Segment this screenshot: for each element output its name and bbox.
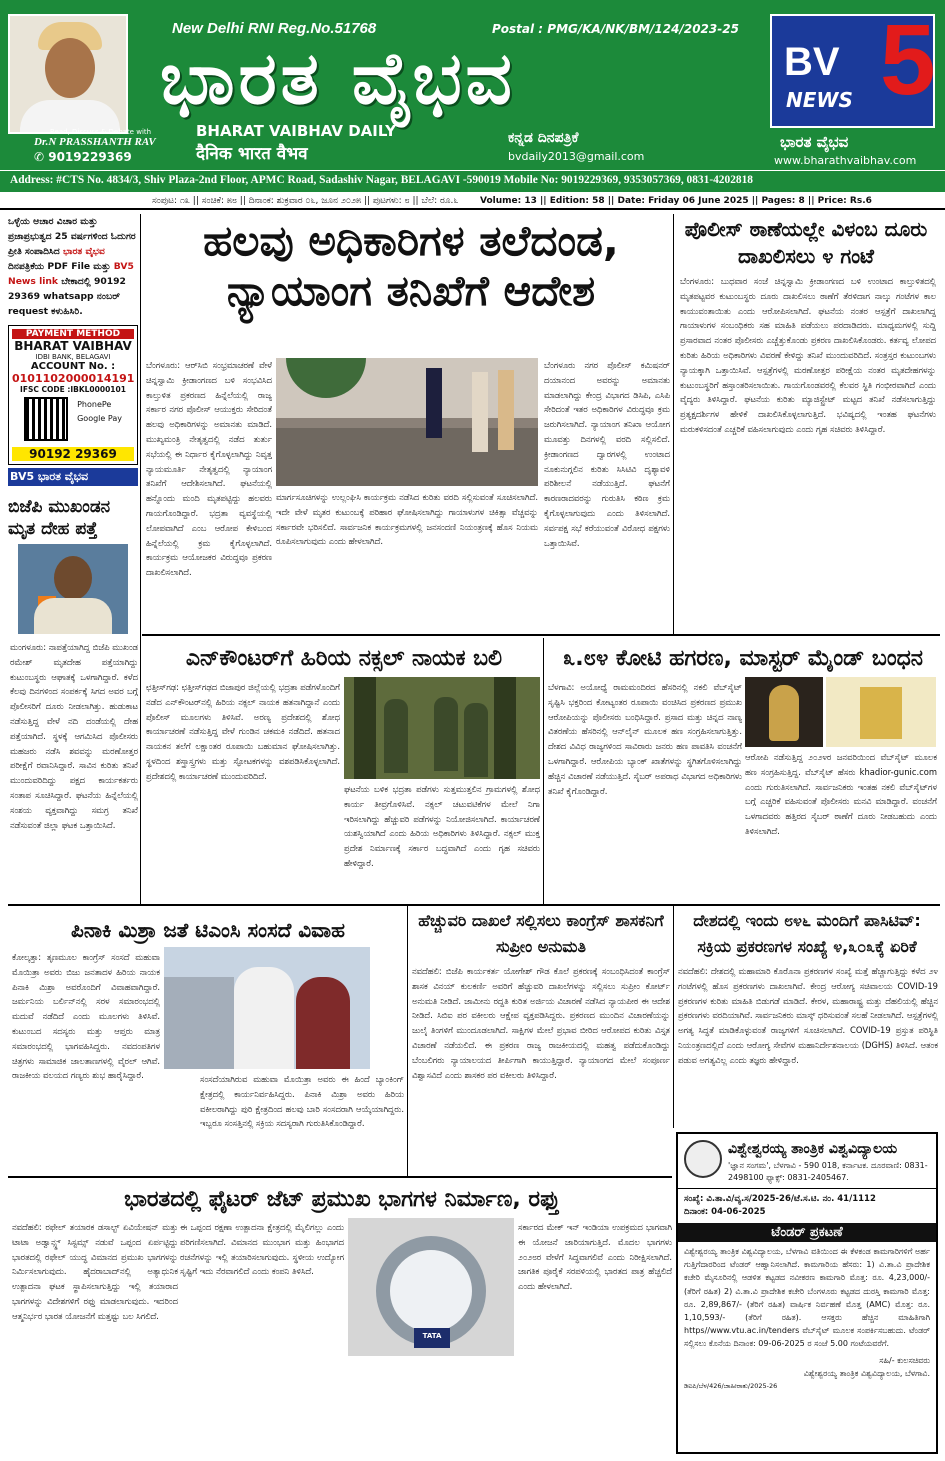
congress-headline: ಹೆಚ್ಚುವರಿ ದಾಖಲೆ ಸಲ್ಲಿಸಲು ಕಾಂಗ್ರೆಸ್ ಶಾಸಕನಿಗೆ ಸುಪ್ರೀಂ ಅನುಮತಿ xyxy=(418,911,664,956)
payment-header: PAYMENT METHOD xyxy=(12,329,134,339)
column-divider xyxy=(673,906,674,1128)
website-link[interactable]: www.bharathvaibhav.com xyxy=(774,154,917,167)
tender-code: ಡಿಐಪಿ/ಬೆಳ/426/ಜಾಹೀರಾತು/2025-26 xyxy=(684,1381,778,1390)
wedding-col2: ಸಂಸದೆಯಾಗಿರುವ ಮಹುವಾ ಮೊಯಿತ್ರಾ ಅವರು ಈ ಹಿಂದೆ ಬ್ಯಾಂಕಿಂಗ್ ಕ್ಷೇತ್ರದಲ್ಲಿ ಕಾರ್ಯನಿರ್ವಹಿಸಿದ್ದರು. ಪಿನಾಕಿ ಮಿಶ್ರಾ ಅವರು ಹಿರಿಯ ವಕೀಲರಾಗಿದ್ದು ಪುರಿ ಕ್ಷೇತ್ರದಿಂದ ಹಲವು ಬಾರಿ ಸಂಸದರಾಗಿ ಆಯ್ಕೆಯಾಗಿದ್ದರು. ಇಬ್ಬರೂ ಸಂಸತ್ತಿನಲ್ಲಿ ಸಕ್ರಿಯ ಸದಸ್ಯರಾಗಿ ಗುರುತಿಸಿಕೊಂಡಿದ್ದಾರೆ. xyxy=(200,1074,404,1129)
police-body: ಬೆಂಗಳೂರು: ಬುಧವಾರ ಸಂಜೆ ಚಿನ್ನಸ್ವಾಮಿ ಕ್ರೀಡಾಂಗಣದ ಬಳಿ ಉಂಟಾದ ಕಾಲ್ತುಳಿತದಲ್ಲಿ ಮೃತಪಟ್ಟವರ ಕುಟುಂಬಸ್ಥರು ದೂರು ದಾಖಲಿಸಲು ಠಾಣೆಗೆ ತೆರಳಿದಾಗ ನಾಲ್ಕು ಗಂಟೆಗಳ ಕಾಲ ಕಾಯುವಂತಾಯಿತು ಎಂದು ಆರೋಪಿಸಲಾಗಿದೆ. ಘಟನೆಯ ನಂತರ ಆಸ್ಪತ್ರೆಗೆ ದಾಖಲಾಗಿದ್ದ ಗಾಯಾಳುಗಳ ಸಂಬಂಧಿಕರು ಸಹ ಮಾಹಿತಿ ಪಡೆಯಲು ಪರದಾಡಿದರು. ಮಾಧ್ಯಮಗಳಲ್ಲಿ ಸುದ್ದಿ ಪ್ರಸಾರವಾದ ನಂತರ ಪೊಲೀಸರು ಎಚ್ಚೆತ್ತುಕೊಂಡು ಪ್ರಕರಣ ದಾಖಲಿಸಿಕೊಂಡರು. ಕರ್ತವ್ಯ ಲೋಪದ ಕುರಿತು ಹಿರಿಯ ಅಧಿಕಾರಿಗಳು ವಿವರಣೆ ಕೇಳಿದ್ದು ತನಿಖೆ ಮುಂದುವರಿದಿದೆ. ಸಂತ್ರಸ್ತರ ಕುಟುಂಬಗಳು ನ್ಯಾಯಕ್ಕಾಗಿ ಒತ್ತಾಯಿಸಿವೆ. ಆಸ್ಪತ್ರೆಗಳಲ್ಲಿ ಮರಣೋತ್ತರ ಪರೀಕ್ಷೆಯ ನಂತರ ಮೃತದೇಹಗಳನ್ನು ಕುಟುಂಬಸ್ಥರಿಗೆ ಹಸ್ತಾಂತರಿಸಲಾಯಿತು. ಗಾಯಗೊಂಡವರಲ್ಲಿ ಕೆಲವರ ಸ್ಥಿತಿ ಗಂಭೀರವಾಗಿದೆ ಎಂದು ವೈದ್ಯರು ತಿಳಿಸಿದ್ದಾರೆ. ಘಟನೆಯ ಕುರಿತು ಮ್ಯಾಜಿಸ್ಟ್ರೇಟ್ ಮಟ್ಟದ ತನಿಖೆ ನಡೆಸಲಾಗುತ್ತಿದ್ದು ಪ್ರತ್ಯಕ್ಷದರ್ಶಿಗಳ ಹೇಳಿಕೆ ದಾಖಲಿಸಿಕೊಳ್ಳಲಾಗುತ್ತಿದೆ. ಭವಿಷ್ಯದಲ್ಲಿ ಇಂತಹ ಘಟನೆಗಳು ಮರುಕಳಿಸದಂತೆ ಎಚ್ಚರಿಕೆ ವಹಿಸಲಾಗುವುದು ಎಂದು ಗೃಹ ಸಚಿವರು ತಿಳಿಸಿದ್ದಾರೆ. xyxy=(680,276,936,434)
subtitle-hindi: दैनिक भारत वैभव xyxy=(196,144,308,164)
editor-name: Dr.N PRASSHANTH RAV xyxy=(34,136,156,148)
payee-name: BHARAT VAIBHAV xyxy=(14,339,132,353)
police-headline: ಪೊಲೀಸ್ ಠಾಣೆಯಲ್ಲೇ ವಿಳಂಬ ದೂರು ದಾಖಲಿಸಲು ೪ ಗಂಟೆ xyxy=(684,217,928,268)
postal-number: Postal : PMG/KA/NK/BM/124/2023-25 xyxy=(492,22,739,36)
ram-idol-photo xyxy=(745,677,823,747)
tata-logo: TATA xyxy=(414,1328,450,1348)
masthead xyxy=(0,0,945,170)
phonepe-icon: PhonePe xyxy=(77,400,112,409)
payment-phone: 90192 29369 xyxy=(12,447,134,461)
gold-coin-photo xyxy=(826,677,936,747)
bv5-news-logo: BV 5 NEWS xyxy=(770,14,935,128)
section-divider xyxy=(8,904,940,906)
editor-tagline: Read, Discuss & Debate with xyxy=(50,128,152,136)
jet-factory-photo xyxy=(348,1218,514,1356)
tender-title: ಟೆಂಡರ್ ಪ್ರಕಟಣೆ xyxy=(678,1223,936,1242)
phone-icon: ✆ xyxy=(34,150,49,164)
newspaper-title: ಭಾರತ ವೈಭವ xyxy=(160,36,516,120)
dateline-english: Volume: 13 || Edition: 58 || Date: Friday 06 June 2025 || Pages: 8 || Price: Rs.6 xyxy=(480,196,872,206)
covid-body: ನವದೆಹಲಿ: ದೇಶದಲ್ಲಿ ಮಹಾಮಾರಿ ಕೊರೊನಾ ಪ್ರಕರಣಗಳ ಸಂಖ್ಯೆ ಮತ್ತೆ ಹೆಚ್ಚಾಗುತ್ತಿದ್ದು ಕಳೆದ ೨೪ ಗಂಟೆಗಳಲ್ಲಿ ಹೊಸ ಪ್ರಕರಣಗಳು ದಾಖಲಾಗಿವೆ. ಕೇಂದ್ರ ಆರೋಗ್ಯ ಸಚಿವಾಲಯ COVID-19 ಪ್ರಕರಣಗಳ ಕುರಿತು ಮಾಹಿತಿ ಬಿಡುಗಡೆ ಮಾಡಿದೆ. ಕೇರಳ, ಮಹಾರಾಷ್ಟ್ರ ಮತ್ತು ದೆಹಲಿಯಲ್ಲಿ ಹೆಚ್ಚಿನ ಪ್ರಕರಣಗಳು ವರದಿಯಾಗಿವೆ. ಸಾರ್ವಜನಿಕರು ಮಾಸ್ಕ್ ಧರಿಸುವಂತೆ ಸಲಹೆ ನೀಡಲಾಗಿದೆ. ಆಸ್ಪತ್ರೆಗಳಲ್ಲಿ ಅಗತ್ಯ ಸಿದ್ಧತೆ ಮಾಡಿಕೊಳ್ಳುವಂತೆ ರಾಜ್ಯಗಳಿಗೆ ಸೂಚಿಸಲಾಗಿದೆ. COVID-19 ಪ್ರಸ್ತುತ ಪರಿಸ್ಥಿತಿ ನಿಯಂತ್ರಣದಲ್ಲಿದೆ ಎಂದು ಆರೋಗ್ಯ ಸೇವೆಗಳ ಮಹಾನಿರ್ದೇಶನಾಲಯ (DGHS) ತಿಳಿಸಿದೆ. ಆತಂಕ ಪಡುವ ಅಗತ್ಯವಿಲ್ಲ ಎಂದು ತಜ್ಞರು ಹೇಳಿದ್ದಾರೆ. xyxy=(678,966,938,1065)
tender-notice xyxy=(676,1132,938,1454)
channel-subtitle: ಭಾರತ ವೈಭವ xyxy=(780,133,849,151)
qr-code-icon[interactable] xyxy=(24,397,68,441)
encounter-photo xyxy=(344,677,540,779)
naxal-headline: ಎನ್‌ಕೌಂಟರ್‌ಗೆ ಹಿರಿಯ ನಕ್ಸಲ್ ನಾಯಕ ಬಲಿ xyxy=(185,646,503,671)
column-divider xyxy=(407,906,408,1176)
dateline-kannada: ಸಂಪುಟ: ೧೩ || ಸಂಚಿಕೆ: ೫೮ || ದಿನಾಂಕ: ಶುಕ್ರವಾರ ೦೬, ಜೂನ ೨೦೨೫ || ಪುಟಗಳು: ೮ || ಬೆಲೆ: ರೂ.೬ xyxy=(152,196,459,206)
brand-strip: BV5 ಭಾರತ ವೈಭವ xyxy=(8,468,138,486)
naxal-col1: ಛತ್ತೀಸ್‌ಗಢ: ಛತ್ತೀಸ್‌ಗಢದ ಬಿಜಾಪುರ ಜಿಲ್ಲೆಯಲ್ಲಿ ಭದ್ರತಾ ಪಡೆಗಳೊಂದಿಗೆ ನಡೆದ ಎನ್‌ಕೌಂಟರ್‌ನಲ್ಲಿ ಹಿರಿಯ ನಕ್ಸಲ್ ನಾಯಕ ಹತನಾಗಿದ್ದಾನೆ ಎಂದು ಪೊಲೀಸ್ ಮೂಲಗಳು ತಿಳಿಸಿವೆ. ಅರಣ್ಯ ಪ್ರದೇಶದಲ್ಲಿ ಶೋಧ ಕಾರ್ಯಾಚರಣೆ ನಡೆಸುತ್ತಿದ್ದ ವೇಳೆ ಗುಂಡಿನ ಚಕಮಕಿ ನಡೆದಿದೆ. ಹತನಾದ ನಾಯಕನ ತಲೆಗೆ ಲಕ್ಷಾಂತರ ರೂಪಾಯಿ ಬಹುಮಾನ ಘೋಷಿಸಲಾಗಿತ್ತು. ಸ್ಥಳದಿಂದ ಶಸ್ತ್ರಾಸ್ತ್ರಗಳು ಮತ್ತು ಸ್ಫೋಟಕಗಳನ್ನು ವಶಪಡಿಸಿಕೊಳ್ಳಲಾಗಿದೆ. ಪ್ರದೇಶದಲ್ಲಿ ಕಾರ್ಯಾಚರಣೆ ಮುಂದುವರಿದಿದೆ. xyxy=(146,682,340,781)
account-label: ACCOUNT No. : xyxy=(30,361,116,372)
congress-body: ನವದೆಹಲಿ: ಬಿಜೆಪಿ ಕಾರ್ಯಕರ್ತ ಯೋಗೇಶ್ ಗೌಡ ಕೊಲೆ ಪ್ರಕರಣಕ್ಕೆ ಸಂಬಂಧಿಸಿದಂತೆ ಕಾಂಗ್ರೆಸ್ ಶಾಸಕ ವಿನಯ್ ಕುಲಕರ್ಣಿ ಅವರಿಗೆ ಹೆಚ್ಚುವರಿ ದಾಖಲೆಗಳನ್ನು ಸಲ್ಲಿಸಲು ಸುಪ್ರೀಂ ಕೋರ್ಟ್ ಅನುಮತಿ ನೀಡಿದೆ. ಜಾಮೀನು ರದ್ದತಿ ಕುರಿತ ಅರ್ಜಿಯ ವಿಚಾರಣೆ ನಡೆಸಿದ ನ್ಯಾಯಪೀಠ ಈ ಆದೇಶ ನೀಡಿದೆ. ಸಿಬಿಐ ಪರ ವಕೀಲರು ಆಕ್ಷೇಪ ವ್ಯಕ್ತಪಡಿಸಿದ್ದರು. ಪ್ರಕರಣದ ಮುಂದಿನ ವಿಚಾರಣೆಯನ್ನು ಜುಲೈ ತಿಂಗಳಿಗೆ ಮುಂದೂಡಲಾಗಿದೆ. ಸಾಕ್ಷಿಗಳ ಮೇಲೆ ಪ್ರಭಾವ ಬೀರಿದ ಆರೋಪದ ಕುರಿತು ವಿಸ್ತೃತ ವಿಚಾರಣೆ ನಡೆಯಲಿದೆ. ಈ ಪ್ರಕರಣ ರಾಜ್ಯ ರಾಜಕೀಯದಲ್ಲಿ ಮಹತ್ವ ಪಡೆದುಕೊಂಡಿದ್ದು ಬೆಂಬಲಿಗರು ನ್ಯಾಯಾಲಯದ ತೀರ್ಪಿಗಾಗಿ ಕಾಯುತ್ತಿದ್ದಾರೆ. ನ್ಯಾಯಾಂಗದ ಮೇಲೆ ಸಂಪೂರ್ಣ ವಿಶ್ವಾಸವಿದೆ ಎಂದು ಶಾಸಕರ ಪರ ವಕೀಲರು ತಿಳಿಸಿದ್ದಾರೆ. xyxy=(412,966,670,1080)
lead-col2: ಮಾರ್ಗಸೂಚಿಗಳನ್ನು ಉಲ್ಲಂಘಿಸಿ ಕಾರ್ಯಕ್ರಮ ನಡೆಸಿದ ಕುರಿತು ವರದಿ ಸಲ್ಲಿಸುವಂತೆ ಸೂಚಿಸಲಾಗಿದೆ. ಇದೇ ವೇಳೆ ಮೃತರ ಕುಟುಂಬಕ್ಕೆ ಪರಿಹಾರ ಘೋಷಿಸಲಾಗಿದ್ದು ಗಾಯಾಳುಗಳ ಚಿಕಿತ್ಸಾ ವೆಚ್ಚವನ್ನು ಸರ್ಕಾರವೇ ಭರಿಸಲಿದೆ. ಸಾರ್ವಜನಿಕ ಕಾರ್ಯಕ್ರಮಗಳಲ್ಲಿ ಜನಸಂದಣಿ ನಿಯಂತ್ರಣಕ್ಕೆ ಹೊಸ ನಿಯಮ ರೂಪಿಸಲಾಗುವುದು ಎಂದು ಹೇಳಲಾಗಿದೆ. xyxy=(276,492,538,547)
column-divider xyxy=(673,214,674,634)
wedding-headline: ಪಿನಾಕಿ ಮಿಶ್ರಾ ಜತೆ ಟಿಎಂಸಿ ಸಂಸದೆ ವಿವಾಹ xyxy=(71,918,345,942)
stampede-photo xyxy=(276,358,538,486)
account-number: 0101102000014191 xyxy=(12,372,135,385)
covid-headline: ದೇಶದಲ್ಲಿ ಇಂದು ೮೪೬ ಮಂದಿಗೆ ಪಾಸಿಟಿವ್: ಸಕ್ರಿಯ ಪ್ರಕರಣಗಳ ಸಂಖ್ಯೆ ೪,೩೦೩ಕ್ಕೆ ಏರಿಕೆ xyxy=(693,911,921,956)
wedding-col1: ಕೋಲ್ಕತ್ತಾ: ತೃಣಮೂಲ ಕಾಂಗ್ರೆಸ್ ಸಂಸದೆ ಮಹುವಾ ಮೊಯಿತ್ರಾ ಅವರು ಬಿಜು ಜನತಾದಳ ಹಿರಿಯ ನಾಯಕ ಪಿನಾಕಿ ಮಿಶ್ರಾ ಅವರೊಂದಿಗೆ ವಿವಾಹವಾಗಿದ್ದಾರೆ. ಜರ್ಮನಿಯ ಬರ್ಲಿನ್‌ನಲ್ಲಿ ಸರಳ ಸಮಾರಂಭದಲ್ಲಿ ಮದುವೆ ನಡೆದಿದೆ ಎಂದು ಮೂಲಗಳು ತಿಳಿಸಿವೆ. ಕುಟುಂಬದ ಸದಸ್ಯರು ಮತ್ತು ಆಪ್ತರು ಮಾತ್ರ ಸಮಾರಂಭದಲ್ಲಿ ಭಾಗವಹಿಸಿದ್ದರು. ನವದಂಪತಿಗಳ ಚಿತ್ರಗಳು ಸಾಮಾಜಿಕ ಜಾಲತಾಣಗಳಲ್ಲಿ ವೈರಲ್ ಆಗಿವೆ. ರಾಜಕೀಯ ವಲಯದ ಗಣ್ಯರು ಶುಭ ಹಾರೈಸಿದ್ದಾರೆ. xyxy=(12,952,160,1081)
university-address: 'ಜ್ಞಾನ ಸಂಗಮ', ಬೆಳಗಾವಿ - 590 018, ಕರ್ನಾಟಕ. ದೂರವಾಣಿ: 0831-2498100 ಫ್ಯಾಕ್ಸ್: 0831-2405467. xyxy=(728,1161,928,1182)
kannada-daily-label: ಕನ್ನಡ ದಿನಪತ್ರಿಕೆ xyxy=(508,130,579,146)
scam-col1: ಬೆಳಗಾವಿ: ಅಯೋಧ್ಯೆ ರಾಮಮಂದಿರದ ಹೆಸರಿನಲ್ಲಿ ನಕಲಿ ವೆಬ್‌ಸೈಟ್ ಸೃಷ್ಟಿಸಿ ಭಕ್ತರಿಂದ ಕೋಟ್ಯಂತರ ರೂಪಾಯಿ ವಂಚಿಸಿದ ಪ್ರಕರಣದ ಪ್ರಮುಖ ಆರೋಪಿಯನ್ನು ಪೊಲೀಸರು ಬಂಧಿಸಿದ್ದಾರೆ. ಪ್ರಸಾದ ಮತ್ತು ಚಿನ್ನದ ನಾಣ್ಯ ವಿತರಣೆಯ ಹೆಸರಿನಲ್ಲಿ ಆನ್‌ಲೈನ್ ಮೂಲಕ ಹಣ ಸಂಗ್ರಹಿಸಲಾಗುತ್ತಿತ್ತು. ದೇಶದ ವಿವಿಧ ರಾಜ್ಯಗಳಿಂದ ಸಾವಿರಾರು ಜನರು ಹಣ ಪಾವತಿಸಿ ವಂಚನೆಗೆ ಒಳಗಾಗಿದ್ದಾರೆ. ಆರೋಪಿಯ ಬ್ಯಾಂಕ್ ಖಾತೆಗಳನ್ನು ಸ್ಥಗಿತಗೊಳಿಸಲಾಗಿದ್ದು ಹೆಚ್ಚಿನ ವಿಚಾರಣೆ ನಡೆಯುತ್ತಿದೆ. ಸೈಬರ್ ಅಪರಾಧ ವಿಭಾಗದ ಅಧಿಕಾರಿಗಳು ತನಿಖೆ ಕೈಗೊಂಡಿದ್ದಾರೆ. xyxy=(548,682,742,796)
tender-signature: ಸಹಿ/- ಕುಲಸಚಿವರು ವಿಶ್ವೇಶ್ವರಯ್ಯ ತಾಂತ್ರಿಕ ವಿಶ್ವವಿದ್ಯಾಲಯ, ಬೆಳಗಾವಿ. xyxy=(803,1355,930,1378)
googlepay-icon: Google Pay xyxy=(77,414,122,423)
editor-phone: ✆ 9019229369 xyxy=(34,150,132,164)
wedding-photo xyxy=(164,947,370,1069)
ifsc-code: IFSC CODE :IBKL0000101 xyxy=(20,385,126,394)
bank-name: IDBI BANK, BELAGAVI xyxy=(35,353,111,361)
tender-body: ವಿಶ್ವೇಶ್ವರಯ್ಯ ತಾಂತ್ರಿಕ ವಿಶ್ವವಿದ್ಯಾಲಯ, ಬೆಳಗಾವಿ ವತಿಯಿಂದ ಈ ಕೆಳಕಂಡ ಕಾಮಗಾರಿಗಳಿಗೆ ಅರ್ಹ ಗುತ್ತಿಗೆದಾರರಿಂದ ಟೆಂಡರ್ ಆಹ್ವಾನಿಸಲಾಗಿದೆ. ಕಾಮಗಾರಿಯ ಹೆಸರು: 1) ವಿ.ತಾ.ವಿ ಪ್ರಾದೇಶಿಕ ಕಚೇರಿ ಮೈಸೂರಿನಲ್ಲಿ ಆಡಳಿತ ಕಟ್ಟಡದ ನವೀಕರಣ ಕಾಮಗಾರಿ ಮೊತ್ತ: ರೂ. 4,23,000/- (ತೆರಿಗೆ ರಹಿತ) 2) ವಿ.ತಾ.ವಿ ಪ್ರಾದೇಶಿಕ ಕಚೇರಿ ಬೆಂಗಳೂರು ಕಟ್ಟಡದ ದುರಸ್ತಿ ಕಾಮಗಾರಿ ಮೊತ್ತ: ರೂ. 2,89,867/- (ತೆರಿಗೆ ರಹಿತ) ವಾರ್ಷಿಕ ನಿರ್ವಹಣೆ ಮೊತ್ತ (AMC) ಮೊತ್ತ: ರೂ. 1,10,593/- (ತೆರಿಗೆ ರಹಿತ). ಆಸಕ್ತರು ಹೆಚ್ಚಿನ ಮಾಹಿತಿಗಾಗಿ https//www.vtu.ac.in/tenders ವೆಬ್‌ಸೈಟ್ ಮೂಲಕ ಸಂಪರ್ಕಿಸಬಹುದು. ಟೆಂಡರ್ ಸಲ್ಲಿಸಲು ಕೊನೆಯ ದಿನಾಂಕ: 09-06-2025 ರ ಸಂಜೆ 5.00 ಗಂಟೆಯವರೆಗೆ. xyxy=(684,1247,930,1349)
tender-ref: ಸಂಖ್ಯೆ: ವಿ.ತಾ.ವಿ/ವ್ಯ.ಸ/2025-26/ಟೆ.ಸ.ಟಿ. ನಂ. 41/1112 ದಿನಾಂಕ: 04-06-2025 xyxy=(678,1188,936,1223)
lead-headline: ಹಲವು ಅಧಿಕಾರಿಗಳ ತಲೆದಂಡ, ನ್ಯಾಯಾಂಗ ತನಿಖೆಗೆ ಆದೇಶ xyxy=(203,216,619,315)
scam-headline: ೩.೮೪ ಕೋಟಿ ಹಗರಣ, ಮಾಸ್ಟರ್ ಮೈಂಡ್ ಬಂಧನ xyxy=(562,646,924,671)
dateline xyxy=(0,194,945,210)
section-divider xyxy=(142,634,940,636)
column-divider xyxy=(140,214,141,904)
scam-col2: ಆರೋಪಿ ನಡೆಸುತ್ತಿದ್ದ ೨೦೨೪ರ ಜನವರಿಯಿಂದ ವೆಬ್‌ಸೈಟ್ ಮೂಲಕ ಹಣ ಸಂಗ್ರಹಿಸುತ್ತಿದ್ದ. ವೆಬ್‌ಸೈಟ್ ಹೆಸರು khadior-gunic.com ಎಂದು ಗುರುತಿಸಲಾಗಿದೆ. ಸಾರ್ವಜನಿಕರು ಇಂತಹ ನಕಲಿ ವೆಬ್‌ಸೈಟ್‌ಗಳ ಬಗ್ಗೆ ಎಚ್ಚರಿಕೆ ವಹಿಸುವಂತೆ ಪೊಲೀಸರು ಮನವಿ ಮಾಡಿದ್ದಾರೆ. ವಂಚನೆಗೆ ಒಳಗಾದವರು ಹತ್ತಿರದ ಸೈಬರ್ ಠಾಣೆಗೆ ದೂರು ನೀಡಬಹುದು ಎಂದು ತಿಳಿಸಲಾಗಿದೆ. xyxy=(745,752,937,836)
address-bar: Address: #CTS No. 4834/3, Shiv Plaza-2nd Floor, APMC Road, Sadashiv Nagar, BELAGAVI -590019 Mobile No: 9019229369, 9353057369, 0831-4202818 xyxy=(0,170,945,192)
university-seal-icon xyxy=(684,1140,722,1178)
jet-headline: ಭಾರತದಲ್ಲಿ ಫೈಟರ್ ಜೆಟ್ ಪ್ರಮುಖ ಭಾಗಗಳ ನಿರ್ಮಾಣ, ರಫ್ತು xyxy=(124,1187,560,1212)
lead-col1: ಬೆಂಗಳೂರು: ಆರ್‌ಸಿಬಿ ಸಂಭ್ರಮಾಚರಣೆ ವೇಳೆ ಚಿನ್ನಸ್ವಾಮಿ ಕ್ರೀಡಾಂಗಣದ ಬಳಿ ಸಂಭವಿಸಿದ ಕಾಲ್ತುಳಿತ ಪ್ರಕರಣದ ಹಿನ್ನೆಲೆಯಲ್ಲಿ ರಾಜ್ಯ ಸರ್ಕಾರ ನಗರ ಪೊಲೀಸ್ ಆಯುಕ್ತರು ಸೇರಿದಂತೆ ಹಲವು ಅಧಿಕಾರಿಗಳನ್ನು ಅಮಾನತು ಮಾಡಿದೆ. ಮುಖ್ಯಮಂತ್ರಿ ನೇತೃತ್ವದಲ್ಲಿ ನಡೆದ ತುರ್ತು ಸಭೆಯಲ್ಲಿ ಈ ನಿರ್ಧಾರ ಕೈಗೊಳ್ಳಲಾಗಿದ್ದು ನಿವೃತ್ತ ನ್ಯಾಯಮೂರ್ತಿ ನೇತೃತ್ವದಲ್ಲಿ ನ್ಯಾಯಾಂಗ ತನಿಖೆಗೆ ಆದೇಶಿಸಲಾಗಿದೆ. ಘಟನೆಯಲ್ಲಿ ಹನ್ನೊಂದು ಮಂದಿ ಮೃತಪಟ್ಟಿದ್ದು ಹಲವರು ಗಾಯಗೊಂಡಿದ್ದಾರೆ. ಭದ್ರತಾ ವ್ಯವಸ್ಥೆಯಲ್ಲಿ ಲೋಪವಾಗಿದೆ ಎಂಬ ಆರೋಪ ಕೇಳಿಬಂದ ಹಿನ್ನೆಲೆಯಲ್ಲಿ ಕ್ರಮ ಕೈಗೊಳ್ಳಲಾಗಿದೆ. ಕಾರ್ಯಕ್ರಮ ಆಯೋಜಕರ ವಿರುದ್ಧವೂ ಪ್ರಕರಣ ದಾಖಲಿಸಲಾಗಿದೆ. xyxy=(146,360,272,578)
email-link[interactable]: bvdaily2013@gmail.com xyxy=(508,150,645,163)
bjp-headline: ಬಿಜೆಪಿ ಮುಖಂಡನ ಮೃತ ದೇಹ ಪತ್ತೆ xyxy=(8,497,111,539)
column-divider xyxy=(543,638,544,904)
jet-col2: ಈ ಒಪ್ಪಂದ ರಕ್ಷಣಾ ಉತ್ಪಾದನಾ ಕ್ಷೇತ್ರದಲ್ಲಿ ಮೈಲಿಗಲ್ಲು ಎಂದು ಪರಿಗಣಿಸಲಾಗಿದೆ. ವಿಮಾನದ ಮುಂಭಾಗ ಮತ್ತು ಹಿಂಭಾಗದ ರಚನೆಗಳನ್ನು ಇಲ್ಲಿ ತಯಾರಿಸಲಾಗುವುದು. ಸ್ಥಳೀಯ ಉದ್ಯೋಗ ಸೃಷ್ಟಿಗೆ ಇದು ನೆರವಾಗಲಿದೆ ಎಂದು ಕಂಪನಿ ತಿಳಿಸಿದೆ. xyxy=(180,1222,344,1277)
bjp-body: ಮಂಗಳೂರು: ನಾಪತ್ತೆಯಾಗಿದ್ದ ಬಿಜೆಪಿ ಮುಖಂಡ ರಮೇಶ್ ಮೃತದೇಹ ಪತ್ತೆಯಾಗಿದ್ದು ಕುಟುಂಬಸ್ಥರು ಆಘಾತಕ್ಕೆ ಒಳಗಾಗಿದ್ದಾರೆ. ಕಳೆದ ಕೆಲವು ದಿನಗಳಿಂದ ಸಂಪರ್ಕಕ್ಕೆ ಸಿಗದ ಅವರ ಬಗ್ಗೆ ಪೊಲೀಸರಿಗೆ ದೂರು ನೀಡಲಾಗಿತ್ತು. ಹುಡುಕಾಟ ನಡೆಸುತ್ತಿದ್ದ ವೇಳೆ ನದಿ ದಂಡೆಯಲ್ಲಿ ದೇಹ ಪತ್ತೆಯಾಗಿದೆ. ಸ್ಥಳಕ್ಕೆ ಆಗಮಿಸಿದ ಪೊಲೀಸರು ಮಹಜರು ನಡೆಸಿ ಶವವನ್ನು ಮರಣೋತ್ತರ ಪರೀಕ್ಷೆಗೆ ರವಾನಿಸಿದ್ದಾರೆ. ಸಾವಿನ ಕುರಿತು ತನಿಖೆ ಮುಂದುವರಿದಿದ್ದು ಪಕ್ಷದ ಕಾರ್ಯಕರ್ತರು ಸಂತಾಪ ಸೂಚಿಸಿದ್ದಾರೆ. ಘಟನೆಯ ಹಿನ್ನೆಲೆಯಲ್ಲಿ ಸಂಶಯ ವ್ಯಕ್ತವಾಗಿದ್ದು ಸಮಗ್ರ ತನಿಖೆ ನಡೆಸುವಂತೆ ಜಿಲ್ಲಾ ಘಟಕ ಒತ್ತಾಯಿಸಿದೆ. xyxy=(10,642,138,830)
bjp-leader-photo xyxy=(18,544,128,634)
naxal-col2: ಘಟನೆಯ ಬಳಿಕ ಭದ್ರತಾ ಪಡೆಗಳು ಸುತ್ತಮುತ್ತಲಿನ ಗ್ರಾಮಗಳಲ್ಲಿ ಶೋಧ ಕಾರ್ಯ ತೀವ್ರಗೊಳಿಸಿವೆ. ನಕ್ಸಲ್ ಚಟುವಟಿಕೆಗಳ ಮೇಲೆ ನಿಗಾ ಇರಿಸಲಾಗಿದ್ದು ಹೆಚ್ಚುವರಿ ಪಡೆಗಳನ್ನು ನಿಯೋಜಿಸಲಾಗಿದೆ. ಕಾರ್ಯಾಚರಣೆ ಯಶಸ್ವಿಯಾಗಿದೆ ಎಂದು ಹಿರಿಯ ಅಧಿಕಾರಿಗಳು ತಿಳಿಸಿದ್ದಾರೆ. ನಕ್ಸಲ್ ಮುಕ್ತ ಪ್ರದೇಶ ನಿರ್ಮಾಣಕ್ಕೆ ಸರ್ಕಾರ ಬದ್ಧವಾಗಿದೆ ಎಂದು ಗೃಹ ಸಚಿವರು ಹೇಳಿದ್ದಾರೆ. xyxy=(344,784,540,868)
jet-col3: ಸರ್ಕಾರದ ಮೇಕ್ ಇನ್ ಇಂಡಿಯಾ ಉಪಕ್ರಮದ ಭಾಗವಾಗಿ ಈ ಯೋಜನೆ ಜಾರಿಯಾಗುತ್ತಿದೆ. ಮೊದಲ ಭಾಗಗಳು ೨೦೨೮ರ ವೇಳೆಗೆ ಸಿದ್ಧವಾಗಲಿವೆ ಎಂದು ನಿರೀಕ್ಷಿಸಲಾಗಿದೆ. ಜಾಗತಿಕ ಪೂರೈಕೆ ಸರಪಳಿಯಲ್ಲಿ ಭಾರತದ ಪಾತ್ರ ಹೆಚ್ಚಲಿದೆ ಎಂದು ಹೇಳಲಾಗಿದೆ. xyxy=(518,1222,672,1292)
payment-box xyxy=(8,325,138,465)
payment-apps xyxy=(77,398,122,426)
editor-photo xyxy=(8,14,128,134)
rni-number: New Delhi RNI Reg.No.51768 xyxy=(172,20,377,37)
subtitle-english: BHARAT VAIBHAV DAILY xyxy=(196,122,396,140)
section-divider xyxy=(8,1176,672,1178)
jet-col1: ನವದೆಹಲಿ: ರಫೇಲ್ ತಯಾರಕ ಡಸಾಲ್ಟ್ ಏವಿಯೇಷನ್ ಮತ್ತು ಟಾಟಾ ಅಡ್ವಾನ್ಸ್ಡ್ ಸಿಸ್ಟಮ್ಸ್ ನಡುವೆ ಒಪ್ಪಂದ ಏರ್ಪಟ್ಟಿದ್ದು ಭಾರತದಲ್ಲಿ ರಫೇಲ್ ಯುದ್ಧ ವಿಮಾನದ ಪ್ರಮುಖ ಭಾಗಗಳನ್ನು ನಿರ್ಮಿಸಲಾಗುವುದು. ಹೈದರಾಬಾದ್‌ನಲ್ಲಿ ಅತ್ಯಾಧುನಿಕ ಉತ್ಪಾದನಾ ಘಟಕ ಸ್ಥಾಪಿಸಲಾಗುತ್ತಿದ್ದು ಇಲ್ಲಿ ತಯಾರಾದ ಭಾಗಗಳನ್ನು ವಿದೇಶಗಳಿಗೆ ರಫ್ತು ಮಾಡಲಾಗುವುದು. ಇದರಿಂದ ಆತ್ಮನಿರ್ಭರ ಭಾರತ ಯೋಜನೆಗೆ ಮತ್ತಷ್ಟು ಬಲ ಸಿಗಲಿದೆ. xyxy=(12,1222,178,1321)
lead-col3: ಬೆಂಗಳೂರು ನಗರ ಪೊಲೀಸ್ ಕಮಿಷನರ್ ದಯಾನಂದ ಅವರನ್ನು ಅಮಾನತು ಮಾಡಲಾಗಿದ್ದು ಕೇಂದ್ರ ವಿಭಾಗದ ಡಿಸಿಪಿ, ಎಸಿಪಿ ಸೇರಿದಂತೆ ಇತರ ಅಧಿಕಾರಿಗಳ ವಿರುದ್ಧವೂ ಕ್ರಮ ಜರುಗಿಸಲಾಗಿದೆ. ನ್ಯಾಯಾಂಗ ತನಿಖಾ ಆಯೋಗ ಮೂವತ್ತು ದಿನಗಳಲ್ಲಿ ವರದಿ ಸಲ್ಲಿಸಲಿದೆ. ಕ್ರೀಡಾಂಗಣದ ದ್ವಾರಗಳಲ್ಲಿ ಉಂಟಾದ ನೂಕುನುಗ್ಗಲಿನ ಕುರಿತು ಸಿಸಿಟಿವಿ ದೃಶ್ಯಾವಳಿ ಪರಿಶೀಲನೆ ನಡೆಯುತ್ತಿದೆ. ಘಟನೆಗೆ ಕಾರಣರಾದವರನ್ನು ಗುರುತಿಸಿ ಕಠಿಣ ಕ್ರಮ ಕೈಗೊಳ್ಳಲಾಗುವುದು ಎಂದು ತಿಳಿಸಲಾಗಿದೆ. ಸರ್ವಪಕ್ಷ ಸಭೆ ಕರೆಯುವಂತೆ ವಿರೋಧ ಪಕ್ಷಗಳು ಒತ್ತಾಯಿಸಿವೆ. xyxy=(544,360,670,548)
pdf-subscription-note: ಒಳ್ಳೆಯ ಆಚಾರ ವಿಚಾರ ಮತ್ತು ಪ್ರಜಾಪ್ರಭುತ್ವದ 25 ವರ್ಷಗಳಿಂದ ಓದುಗರ ಪ್ರೀತಿ ಸಂಪಾದಿಸಿದ ಭಾರತ ವೈಭವ ದಿನಪತ್ರಿಕೆಯ PDF File ಮತ್ತು BV5 News link ಬೇಕಾದಲ್ಲಿ 90192 29369 whatsapp ನಂಬರ್ request ಕಳುಹಿಸಿರಿ. xyxy=(8,216,136,317)
university-name: ವಿಶ್ವೇಶ್ವರಯ್ಯ ತಾಂತ್ರಿಕ ವಿಶ್ವವಿದ್ಯಾಲಯ xyxy=(728,1141,898,1157)
